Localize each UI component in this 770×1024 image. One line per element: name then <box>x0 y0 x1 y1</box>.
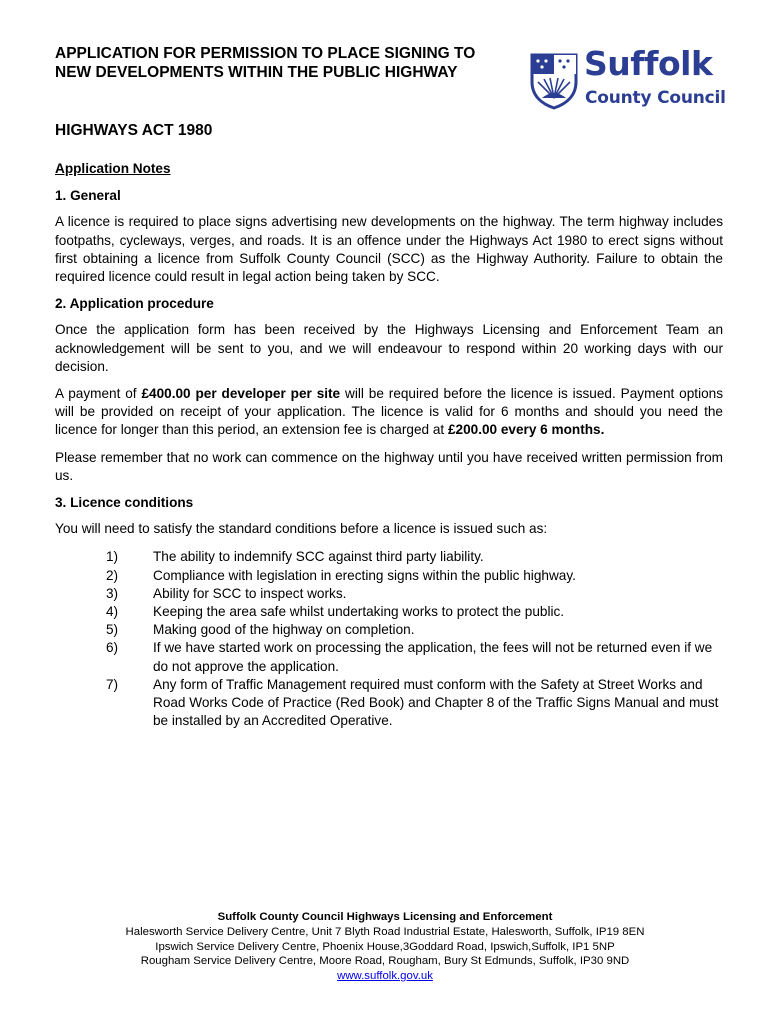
footer-title: Suffolk County Council Highways Licensing and Enforcement <box>217 911 553 923</box>
list-item <box>55 585 723 603</box>
list-item-number: 2) <box>106 567 119 583</box>
section-general-heading: 1. General <box>55 188 121 204</box>
document-title: APPLICATION FOR PERMISSION TO PLACE SIGNING TO NEW DEVELOPMENTS WITHIN THE PUBLIC HIGHWAY <box>55 45 476 81</box>
extension-fee: £200.00 every 6 months. <box>447 422 605 438</box>
footer-address-ipswich: Ipswich Service Delivery Centre, Phoenix House,3Goddard Road, Ipswich,Suffolk, IP1 5NP <box>155 940 615 953</box>
list-item-number: 4) <box>106 604 119 620</box>
footer-address-halesworth: Halesworth Service Delivery Centre, Unit 7 Blyth Road Industrial Estate, Halesworth, Suffolk, IP19 8EN <box>125 925 645 938</box>
shield-crest-icon <box>528 52 580 110</box>
notes-heading: Application Notes <box>55 161 171 176</box>
list-item-text: Any form of Traffic Management required must conform with the Safety at Street Works and Road Works Code of Practice (Red Book) and Chapter 8 of the Traffic Signs Manual and must be installed by an Accredited Operative. <box>153 676 719 729</box>
list-item <box>55 621 723 639</box>
list-item <box>55 548 723 566</box>
document-body <box>55 160 723 730</box>
list-item <box>55 676 723 731</box>
list-item-text: The ability to indemnify SCC against third party liability. <box>153 549 484 565</box>
list-item-number: 3) <box>106 585 119 601</box>
logo-wordmark: Suffolk <box>584 44 713 83</box>
list-item-text: Compliance with legislation in erecting signs within the public highway. <box>153 567 576 583</box>
list-item <box>55 603 723 621</box>
list-item-number: 6) <box>106 640 119 656</box>
procedure-paragraph-2 <box>55 385 723 440</box>
section-procedure-heading: 2. Application procedure <box>55 296 214 312</box>
list-item <box>55 567 723 585</box>
conditions-intro: You will need to satisfy the standard conditions before a licence is issued such as: <box>55 521 548 537</box>
logo-subtitle: County Council <box>585 88 726 108</box>
list-item-text: Making good of the highway on completion. <box>153 622 415 638</box>
suffolk-county-council-logo <box>528 44 733 114</box>
payment-text-a: A payment of <box>55 386 142 402</box>
payment-fee: £400.00 per developer per site <box>141 386 341 402</box>
conditions-list <box>55 548 723 730</box>
list-item-text: If we have started work on processing the application, the fees will not be returned even if we do not approve the application. <box>153 640 713 674</box>
footer-address-rougham: Rougham Service Delivery Centre, Moore Road, Rougham, Bury St Edmunds, Suffolk, IP30 9ND <box>140 955 630 968</box>
list-item-number: 7) <box>106 676 119 692</box>
list-item-number: 5) <box>106 622 119 638</box>
procedure-paragraph-3: Please remember that no work can commence on the highway until you have received written permission from us. <box>55 449 723 483</box>
list-item-text: Keeping the area safe whilst undertaking works to protect the public. <box>153 604 565 620</box>
website-link[interactable]: www.suffolk.gov.uk <box>337 970 433 983</box>
procedure-paragraph-1: Once the application form has been received by the Highways Licensing and Enforcement Team an acknowledgement will be sent to you, and we will endeavour to respond within 20 working days with our decision. <box>55 322 723 374</box>
footer <box>0 910 770 984</box>
section-conditions-heading: 3. Licence conditions <box>55 495 194 511</box>
list-item <box>55 639 723 675</box>
list-item-number: 1) <box>106 549 119 565</box>
list-item-text: Ability for SCC to inspect works. <box>153 585 347 601</box>
payment-text-b: will be required before the licence is issued. Payment options will be provided on receipt of your application. The licence is valid for 6 months and should you need the licence for longer than this period, an extension fee is charged at <box>55 386 724 438</box>
section-general-text: A licence is required to place signs advertising new developments on the highway. The term highway includes footpaths, cycleways, verges, and roads. It is an offence under the Highways Act 1980 to erect signs without first obtaining a licence from Suffolk County Council (SCC) as the Highway Authority. Failure to obtain the required licence could result in legal action being taken by SCC. <box>55 214 723 285</box>
act-heading: HIGHWAYS ACT 1980 <box>55 122 213 139</box>
